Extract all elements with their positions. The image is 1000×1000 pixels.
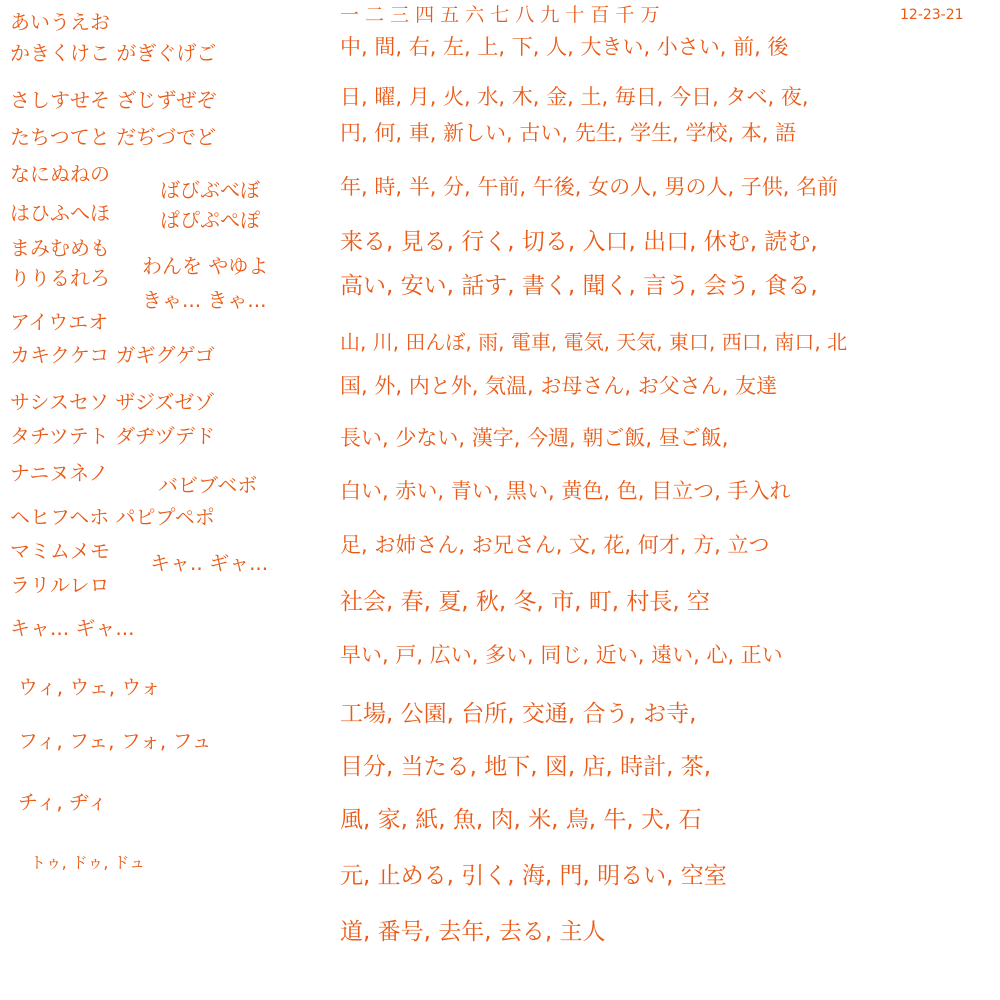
left-line-12: きゃ... きゃ...	[142, 288, 267, 312]
right-line-2: 中, 間, 右, 左, 上, 下, 人, 大きい, 小さい, 前, 後	[340, 35, 789, 59]
right-line-6: 来る, 見る, 行く, 切る, 入口, 出口, 休む, 読む,	[340, 229, 818, 255]
left-line-4: たちつてと だぢづでど	[10, 125, 216, 149]
right-line-12: 足, お姉さん, お兄さん, 文, 花, 何才, 方, 立つ	[340, 533, 770, 557]
left-line-7: ばびぶべぼ	[160, 178, 260, 202]
right-line-14: 早い, 戸, 広い, 多い, 同じ, 近い, 遠い, 心, 正い	[340, 643, 783, 667]
left-line-15: サシスセソ ザジズゼゾ	[10, 390, 215, 414]
left-line-6: はひふへほ	[10, 201, 110, 225]
left-line-1: あいうえお	[10, 10, 110, 34]
date-note: 12-23-21	[900, 7, 964, 23]
left-line-18: バビブベボ	[158, 473, 258, 497]
right-line-1: 一 二 三 四 五 六 七 八 九 十 百 千 万	[340, 4, 660, 26]
right-line-19: 道, 番号, 去年, 去る, 主人	[340, 919, 606, 945]
right-line-5: 年, 時, 半, 分, 午前, 午後, 女の人, 男の人, 子供, 名前	[340, 175, 839, 199]
left-line-19: ヘヒフヘホ パピプペポ	[10, 505, 215, 529]
right-line-11: 白い, 赤い, 青い, 黒い, 黄色, 色, 目立つ, 手入れ	[340, 479, 791, 503]
left-line-10: りりるれろ	[10, 266, 110, 290]
right-line-17: 風, 家, 紙, 魚, 肉, 米, 鳥, 牛, 犬, 石	[340, 807, 702, 833]
right-line-7: 高い, 安い, 話す, 書く, 聞く, 言う, 会う, 食る,	[340, 273, 818, 299]
right-line-16: 目分, 当たる, 地下, 図, 店, 時計, 茶,	[340, 754, 712, 780]
left-line-8: ぱぴぷぺぽ	[160, 208, 260, 232]
left-line-21: キャ.. ギャ...	[150, 551, 269, 575]
left-line-5: なにぬねの	[10, 162, 110, 186]
left-line-9: まみむめも	[10, 236, 110, 260]
left-line-2: かきくけこ がぎぐげご	[10, 41, 217, 65]
right-line-18: 元, 止める, 引く, 海, 門, 明るい, 空室	[340, 863, 727, 889]
left-line-24: ウィ, ウェ, ウォ	[18, 675, 161, 699]
right-line-3: 日, 曜, 月, 火, 水, 木, 金, 土, 毎日, 今日, タベ, 夜,	[340, 85, 809, 109]
left-line-17: ナニヌネノ	[10, 461, 109, 485]
left-line-13: アイウエオ	[10, 310, 109, 334]
left-line-16: タチツテト ダヂヅデド	[10, 424, 215, 448]
right-line-13: 社会, 春, 夏, 秋, 冬, 市, 町, 村長, 空	[340, 589, 710, 615]
left-line-25: フィ, フェ, フォ, フュ	[18, 729, 212, 753]
right-line-9: 国, 外, 内と外, 気温, お母さん, お父さん, 友達	[340, 374, 778, 398]
left-line-3: さしすせそ ざじずぜぞ	[10, 88, 217, 112]
left-line-14: カキクケコ ガギグゲゴ	[10, 343, 215, 367]
left-line-27: トゥ, ドゥ, ドュ	[30, 853, 146, 872]
left-line-26: チィ, ヂィ	[18, 790, 108, 814]
left-line-23: キャ... ギャ...	[10, 616, 135, 640]
right-line-8: 山, 川, 田んぼ, 雨, 電車, 電気, 天気, 東口, 西口, 南口, 北	[340, 330, 848, 354]
right-line-4: 円, 何, 車, 新しい, 古い, 先生, 学生, 学校, 本, 語	[340, 121, 797, 145]
right-line-15: 工場, 公園, 台所, 交通, 合う, お寺,	[340, 701, 697, 727]
right-line-10: 長い, 少ない, 漢字, 今週, 朝ご飯, 昼ご飯,	[340, 426, 729, 450]
left-line-20: マミムメモ	[10, 539, 110, 563]
left-line-22: ラリルレロ	[10, 573, 110, 597]
left-line-11: わんを やゆよ	[142, 254, 269, 278]
